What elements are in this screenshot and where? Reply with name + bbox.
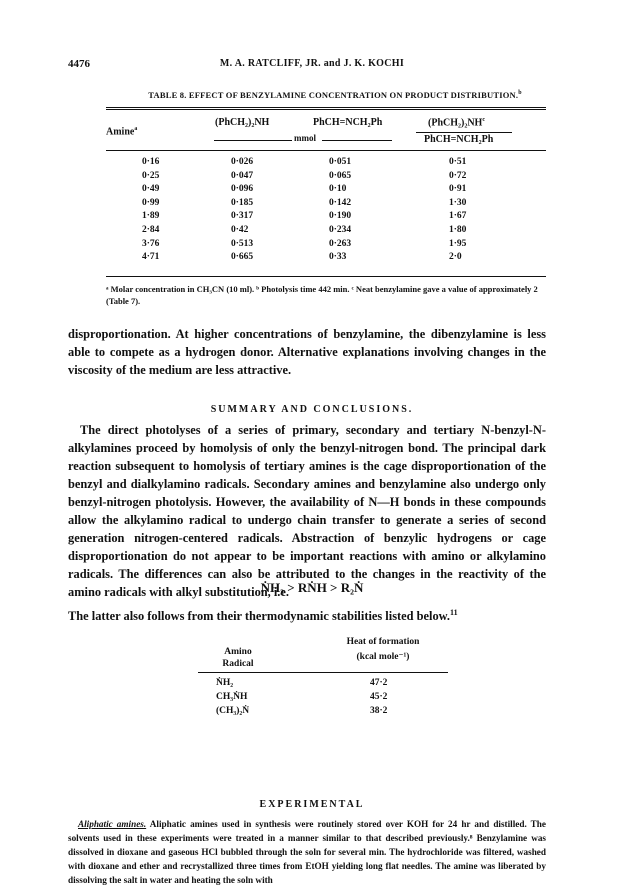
heat-radical: CH₃ṄH — [216, 692, 248, 702]
table8-cell-dibenzylamine: 0·513 — [231, 238, 254, 249]
heat-value: 47·2 — [370, 678, 388, 688]
table8-cell-imine: 0·065 — [329, 170, 352, 181]
table8-cell-ratio: 0·91 — [449, 184, 467, 195]
heat-header-rule — [198, 672, 448, 673]
table8-ratio-fraction-rule — [416, 132, 512, 133]
table8-cell-amine-conc: 0·49 — [142, 184, 160, 195]
table8-unit-rule-right — [322, 140, 392, 141]
table8-header-rule — [106, 150, 546, 151]
table8-cell-imine: 0·10 — [329, 184, 347, 195]
experimental-paragraph — [68, 817, 546, 887]
table8-cell-ratio: 1·95 — [449, 238, 467, 249]
heat-col2-line2: (kcal mole⁻¹) — [356, 652, 410, 662]
summary-heading: SUMMARY AND CONCLUSIONS. — [210, 404, 414, 415]
experimental-heading: EXPERIMENTAL — [259, 799, 365, 810]
heat-col1-line1: Amino — [224, 647, 252, 657]
table8-col-ratio-top-text: (PhCH₂)₂NH — [428, 117, 483, 129]
table8-caption-text: TABLE 8. EFFECT OF BENZYLAMINE CONCENTRATION ON PRODUCT DISTRIBUTION. — [148, 90, 519, 100]
latter-ref: 11 — [450, 608, 458, 617]
latter-text: The latter also follows from their thermodynamic stabilities listed below. — [68, 609, 451, 624]
table8-bottom-rule — [106, 276, 546, 277]
summary-paragraph: The direct photolyses of a series of primary, secondary and tertiary N-benzyl-N-alkylamines proceed by homolysis of only the benzyl-nitrogen bond. The principal dark reaction subsequent to homolysis of tertiary amines is the cage disproportionation of the benzyl and dialkylamino radicals. Secondary amines and benzylamine also undergo only benzyl-nitrogen photolysis. However, the availability of N—H bonds in these compounds allow the alkylamino radical to undergo chain transfer to generate a series of second generation nitrogen-centered radicals. Abstraction of benzylic hydrogens or cage disproportionation do not appear to be important reactions with amino or alkylamino radicals. The differences can also be attributed to the changes in the reactivity of the amino radicals with alkyl substitution, i.e. — [68, 423, 546, 599]
table8-col-ratio-sup: c — [482, 117, 485, 123]
table8-cell-dibenzylamine: 0·047 — [231, 170, 254, 181]
table8-caption — [100, 90, 570, 100]
table8-footnote: ᵃ Molar concentration in CH₃CN (10 ml). ᵇ Photolysis time 442 min. ᶜ Neat benzylamine gave a value of approximately 2 (Table 7). — [106, 284, 538, 306]
table8-col-amine-text: Amine — [106, 126, 135, 138]
table8-col-ratio-bottom: PhCH=NCH₂Ph — [424, 134, 494, 145]
table8-unit-rule-left — [214, 140, 292, 141]
table8-cell-dibenzylamine: 0·026 — [231, 157, 254, 167]
table8-cell-imine: 0·234 — [329, 225, 352, 235]
heat-value: 45·2 — [370, 692, 388, 702]
table8-cell-dibenzylamine: 0·665 — [231, 252, 254, 263]
radical-order-equation: ṄH₂ > RṄH > R₂Ṅ — [260, 580, 364, 595]
table8-cell-amine-conc: 0·99 — [142, 197, 160, 208]
table8-cell-amine-conc: 1·89 — [142, 211, 160, 222]
table8-cell-imine: 0·051 — [329, 157, 352, 167]
heat-col2-line1: Heat of formation — [346, 637, 420, 647]
table8-cell-ratio: 1·30 — [449, 197, 467, 208]
table8-cell-dibenzylamine: 0·185 — [231, 197, 254, 208]
table8-cell-ratio: 0·51 — [449, 157, 467, 167]
table8-top-rule — [106, 107, 546, 108]
table8-cell-amine-conc: 0·16 — [142, 157, 160, 167]
table8-cell-imine: 0·142 — [329, 197, 352, 208]
heat-col1-line2: Radical — [222, 659, 254, 669]
exp-text: Aliphatic amines used in synthesis were routinely stored over KOH for 24 hr and distilled. The solvents used in these experiments were treated in a manner similar to that described previously.⁸ Benzylamine was dissolved in dioxane and gaseous HCl bubbled through the soln for several min. The hydrochloride was filtered, washed with dioxane and ether and recrystallized three times from EtOH yielding long flat needles. The amine was liberated by dissolving the salt in water and heating the soln with — [68, 819, 546, 885]
table8-cell-imine: 0·263 — [329, 238, 352, 249]
paragraph-disproportionation: disproportionation. At higher concentrations of benzylamine, the dibenzylamine is less able to compete as a hydrogen donor. Alternative explanations involving changes in the viscosity of the medium are less attractive. — [68, 327, 546, 377]
heat-radical: (CH₃)₂Ṅ — [216, 706, 250, 716]
table8-col-amine — [106, 126, 137, 137]
table8-col-amine-sup: a — [134, 126, 138, 132]
table8-cell-ratio: 0·72 — [449, 170, 467, 181]
table8-cell-imine: 0·190 — [329, 211, 352, 222]
table8-cell-ratio: 1·67 — [449, 211, 467, 222]
exp-lead: Aliphatic amines. — [78, 819, 147, 829]
heat-value: 38·2 — [370, 706, 388, 716]
table8-cell-amine-conc: 4·71 — [142, 252, 160, 263]
table8-cell-imine: 0·33 — [329, 252, 347, 263]
page-number: 4476 — [68, 58, 90, 70]
table8-cell-dibenzylamine: 0·096 — [231, 184, 254, 195]
table8-cell-ratio: 2·0 — [449, 252, 462, 263]
table8-col-imine: PhCH=NCH₂Ph — [313, 117, 383, 128]
table8-cell-amine-conc: 2·84 — [142, 225, 160, 235]
table8-caption-sup: b — [518, 90, 522, 97]
table8-cell-ratio: 1·80 — [449, 225, 467, 235]
latter-sentence — [68, 604, 546, 625]
heat-radical: ṄH₂ — [216, 678, 234, 688]
table8-cell-dibenzylamine: 0·42 — [231, 225, 249, 235]
table8-cell-amine-conc: 0·25 — [142, 170, 160, 181]
table8-col-ratio-top — [428, 117, 485, 128]
table8-cell-amine-conc: 3·76 — [142, 238, 160, 249]
running-head: M. A. RATCLIFF, JR. and J. K. KOCHI — [219, 58, 405, 69]
table8-cell-dibenzylamine: 0·317 — [231, 211, 254, 222]
table8-unit: mmol — [294, 133, 316, 143]
table8-col-dibenzyl: (PhCH₂)₂NH — [215, 117, 270, 128]
table8-top-rule-2 — [106, 109, 546, 110]
